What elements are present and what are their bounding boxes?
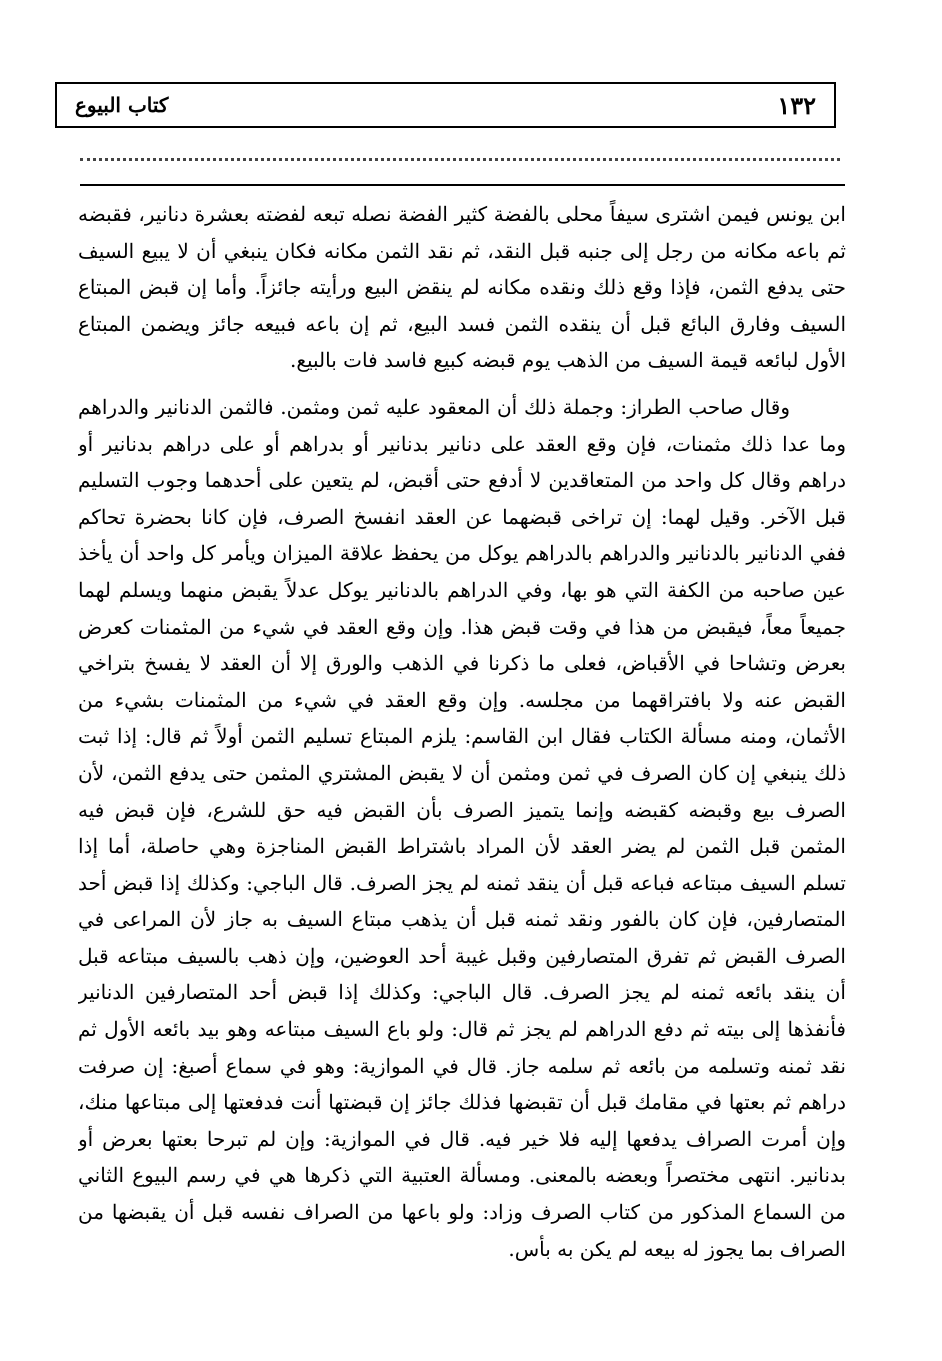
horizontal-rule <box>80 184 845 186</box>
body-text <box>78 196 846 1346</box>
dotted-separator <box>80 158 840 161</box>
page-number: ١٣٢ <box>777 90 816 120</box>
page-header <box>55 82 836 128</box>
book-title: كتاب البيوع <box>75 93 169 117</box>
paragraph: وقال صاحب الطراز: وجملة ذلك أن المعقود عليه ثمن ومثمن. فالثمن الدنانير والدراهم وما عدا ذلك مثمنات، فإن وقع العقد على دنانير بدنانير أو بدراهم أو على دراهم بدنانير أو دراهم وقال كل واحد من المتعاقدين لا أدفع حتى أقبض، لم يتعين على أحدهما وجوب التسليم قبل الآخر. وقيل لهما: إن تراخى قبضهما عن العقد انفسخ الصرف، فإن كانا بحضرة تحاكم ففي الدنانير بالدنانير والدراهم بالدراهم يوكل من يحفظ علاقة الميزان ويأمر كل واحد أن يأخذ عين صاحبه من الكفة التي هو بها، وفي الدراهم بالدنانير يوكل عدلاً يقبض منهما ويسلم لهما جميعاً معاً، فيقبض من هذا في وقت قبض هذا. وإن وقع العقد في شيء من المثمنات كعرض بعرض وتشاحا في الأقباض، فعلى ما ذكرنا في الذهب والورق إلا أن العقد لا يفسخ بتراخي القبض عنه ولا بافتراقهما من مجلسه. وإن وقع العقد في شيء من المثمنات بشيء من الأثمان، ومنه مسألة الكتاب فقال ابن القاسم: يلزم المبتاع تسليم الثمن أولاً ثم قال: إذا ثبت ذلك ينبغي إن كان الصرف في ثمن ومثمن أن لا يقبض المشتري المثمن حتى يدفع الثمن، لأن الصرف بيع وقبضه كقبضه وإنما يتميز الصرف بأن القبض فيه حق للشرع، فإن قبض فيه المثمن قبل الثمن لم يضر العقد لأن المراد باشتراط القبض المناجزة وهي حاصلة، أما إذا تسلم السيف مبتاعه فباعه قبل أن ينقد ثمنه لم يجز الصرف. قال الباجي: وكذلك إذا قبض أحد المتصارفين، فإن كان بالفور ونقد ثمنه قبل أن يذهب مبتاع السيف به جاز لأن المراعى في الصرف القبض ثم تفرق المتصارفين وقبل غيبة أحد العوضين، وإن ذهب بالسيف مبتاعه قبل أن ينقد بائعه ثمنه لم يجز الصرف. قال الباجي: وكذلك إذا قبض أحد المتصارفين الدنانير فأنفذها إلى بيته ثم دفع الدراهم لم يجز ثم قال: ولو باع السيف مبتاعه وهو بيد بائعه الأول ثم نقد ثمنه وتسلمه من بائعه ثم سلمه جاز. قال في الموازية: وهو في سماع أصبغ: إن صرفت دراهم ثم بعتها في مقامك قبل أن تقبضها فذلك جائز إن قبضتها أنت فدفعتها إلى مبتاعها منك، وإن أمرت الصراف يدفعها إليه فلا خير فيه. قال في الموازية: وإن لم تبرحا بعتها بعرض أو بدنانير. انتهى مختصراً وبعضه بالمعنى. ومسألة العتبية التي ذكرها هي في رسم البيوع الثاني من السماع المذكور من كتاب الصرف وزاد: ولو باعها من الصراف نفسه قبل أن يقبضها من الصراف بما يجوز له بيعه لم يكن به بأس. <box>78 394 846 1261</box>
paragraph: ابن يونس فيمن اشترى سيفاً محلى بالفضة كثير الفضة نصله تبعه لفضته بعشرة دنانير، فقبضه ثم باعه مكانه من رجل إلى جنبه قبل النقد، ثم نقد الثمن مكانه فكان ينبغي أن لا يبيع السيف حتى يدفع الثمن، فإذا وقع ذلك ونقده مكانه لم ينقض البيع ورأيته جائزاً. وأما إن قبض المبتاع السيف وفارق البائع قبل أن ينقده الثمن فسد البيع، ثم إن باعه فبيعه جائز ويضمن المبتاع الأول لبائعه قيمة السيف من الذهب يوم قبضه كبيع فاسد فات بالبيع. <box>78 202 846 373</box>
